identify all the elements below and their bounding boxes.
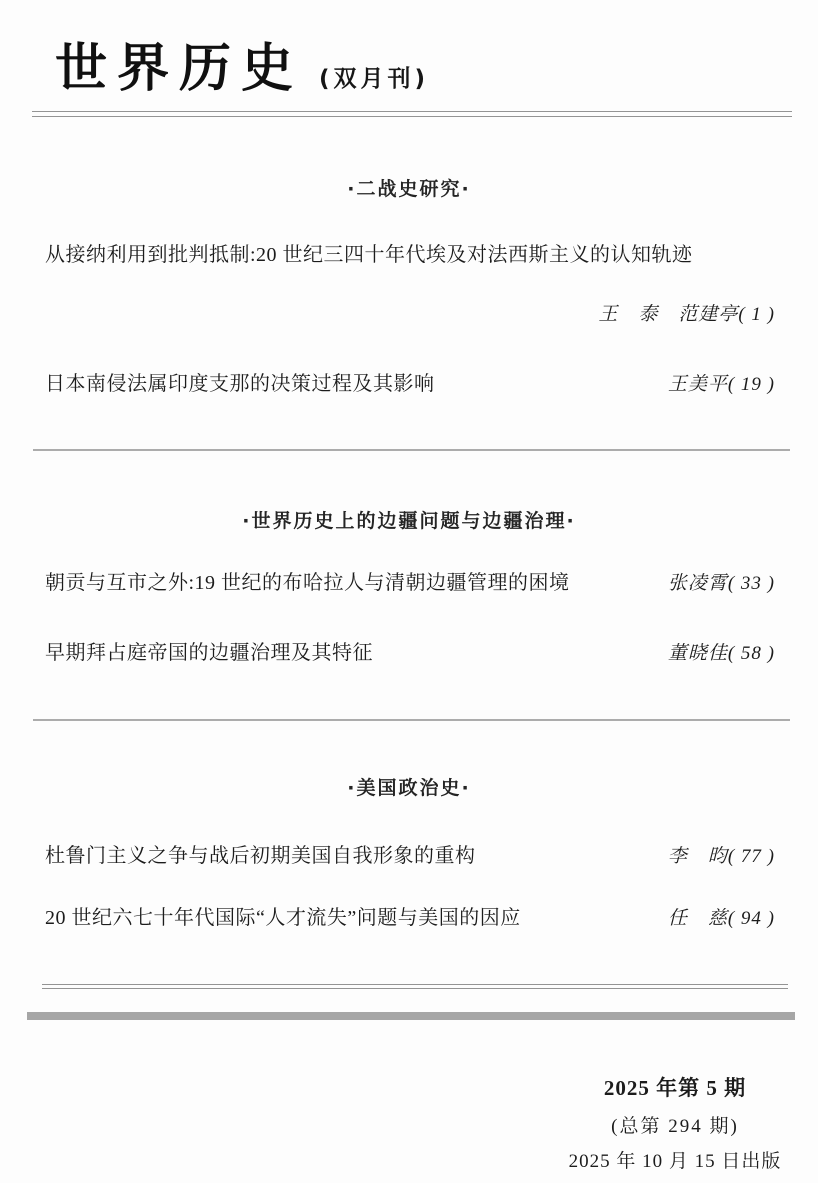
article-authors-page: 王美平( 19 ) — [667, 374, 775, 395]
article-title: 朝贡与互市之外:19 世纪的布哈拉人与清朝边疆管理的困境 — [45, 572, 570, 594]
article-title-row — [45, 640, 775, 667]
article-title: 日本南侵法属印度支那的决策过程及其影响 — [45, 373, 435, 395]
article-entry — [0, 905, 818, 932]
article-title: 从接纳利用到批判抵制:20 世纪三四十年代埃及对法西斯主义的认知轨迹 — [45, 244, 693, 266]
masthead — [55, 26, 429, 101]
toc-section — [0, 160, 818, 398]
section-header: ·美国政治史· — [347, 777, 471, 799]
article-entry — [0, 242, 818, 329]
toc-section — [0, 758, 818, 932]
article-authors-page: 任 慈( 94 ) — [667, 908, 775, 929]
article-entry — [0, 371, 818, 398]
article-authors-page: 王 泰 范建亭( 1 ) — [598, 304, 775, 325]
article-authors-page: 董晓佳( 58 ) — [667, 643, 775, 664]
article-title-row — [45, 843, 775, 870]
top-double-rule — [32, 111, 792, 117]
article-title-row — [45, 242, 775, 269]
article-byline-row — [45, 301, 775, 329]
issue-info — [525, 1072, 818, 1173]
publish-date: 2025 年 10 月 15 日出版 — [568, 1151, 782, 1172]
article-entry — [0, 843, 818, 870]
article-title: 早期拜占庭帝国的边疆治理及其特征 — [45, 642, 373, 664]
toc-section — [0, 490, 818, 667]
issue-number: 2025 年第 5 期 — [603, 1076, 747, 1100]
section-divider — [33, 449, 790, 451]
article-authors-page: 张凌霄( 33 ) — [667, 573, 775, 594]
article-title: 杜鲁门主义之争与战后初期美国自我形象的重构 — [45, 845, 476, 867]
article-authors-page: 李 昀( 77 ) — [667, 846, 775, 867]
article-title-row — [45, 570, 775, 597]
journal-title: 世界历史 — [55, 39, 304, 99]
bottom-double-rule — [42, 984, 788, 989]
article-entry — [0, 570, 818, 597]
section-header: ·世界历史上的边疆问题与边疆治理· — [242, 510, 576, 532]
article-title-row — [45, 371, 775, 398]
section-divider — [33, 719, 790, 721]
article-entry — [0, 640, 818, 667]
bottom-thick-bar — [27, 1012, 795, 1020]
journal-subtitle: (双月刊) — [319, 66, 430, 92]
cumulative-issue-number: (总第 294 期) — [611, 1116, 739, 1137]
section-header: ·二战史研究· — [347, 178, 471, 200]
article-title: 20 世纪六七十年代国际“人才流失”问题与美国的因应 — [45, 907, 521, 929]
article-title-row — [45, 905, 775, 932]
